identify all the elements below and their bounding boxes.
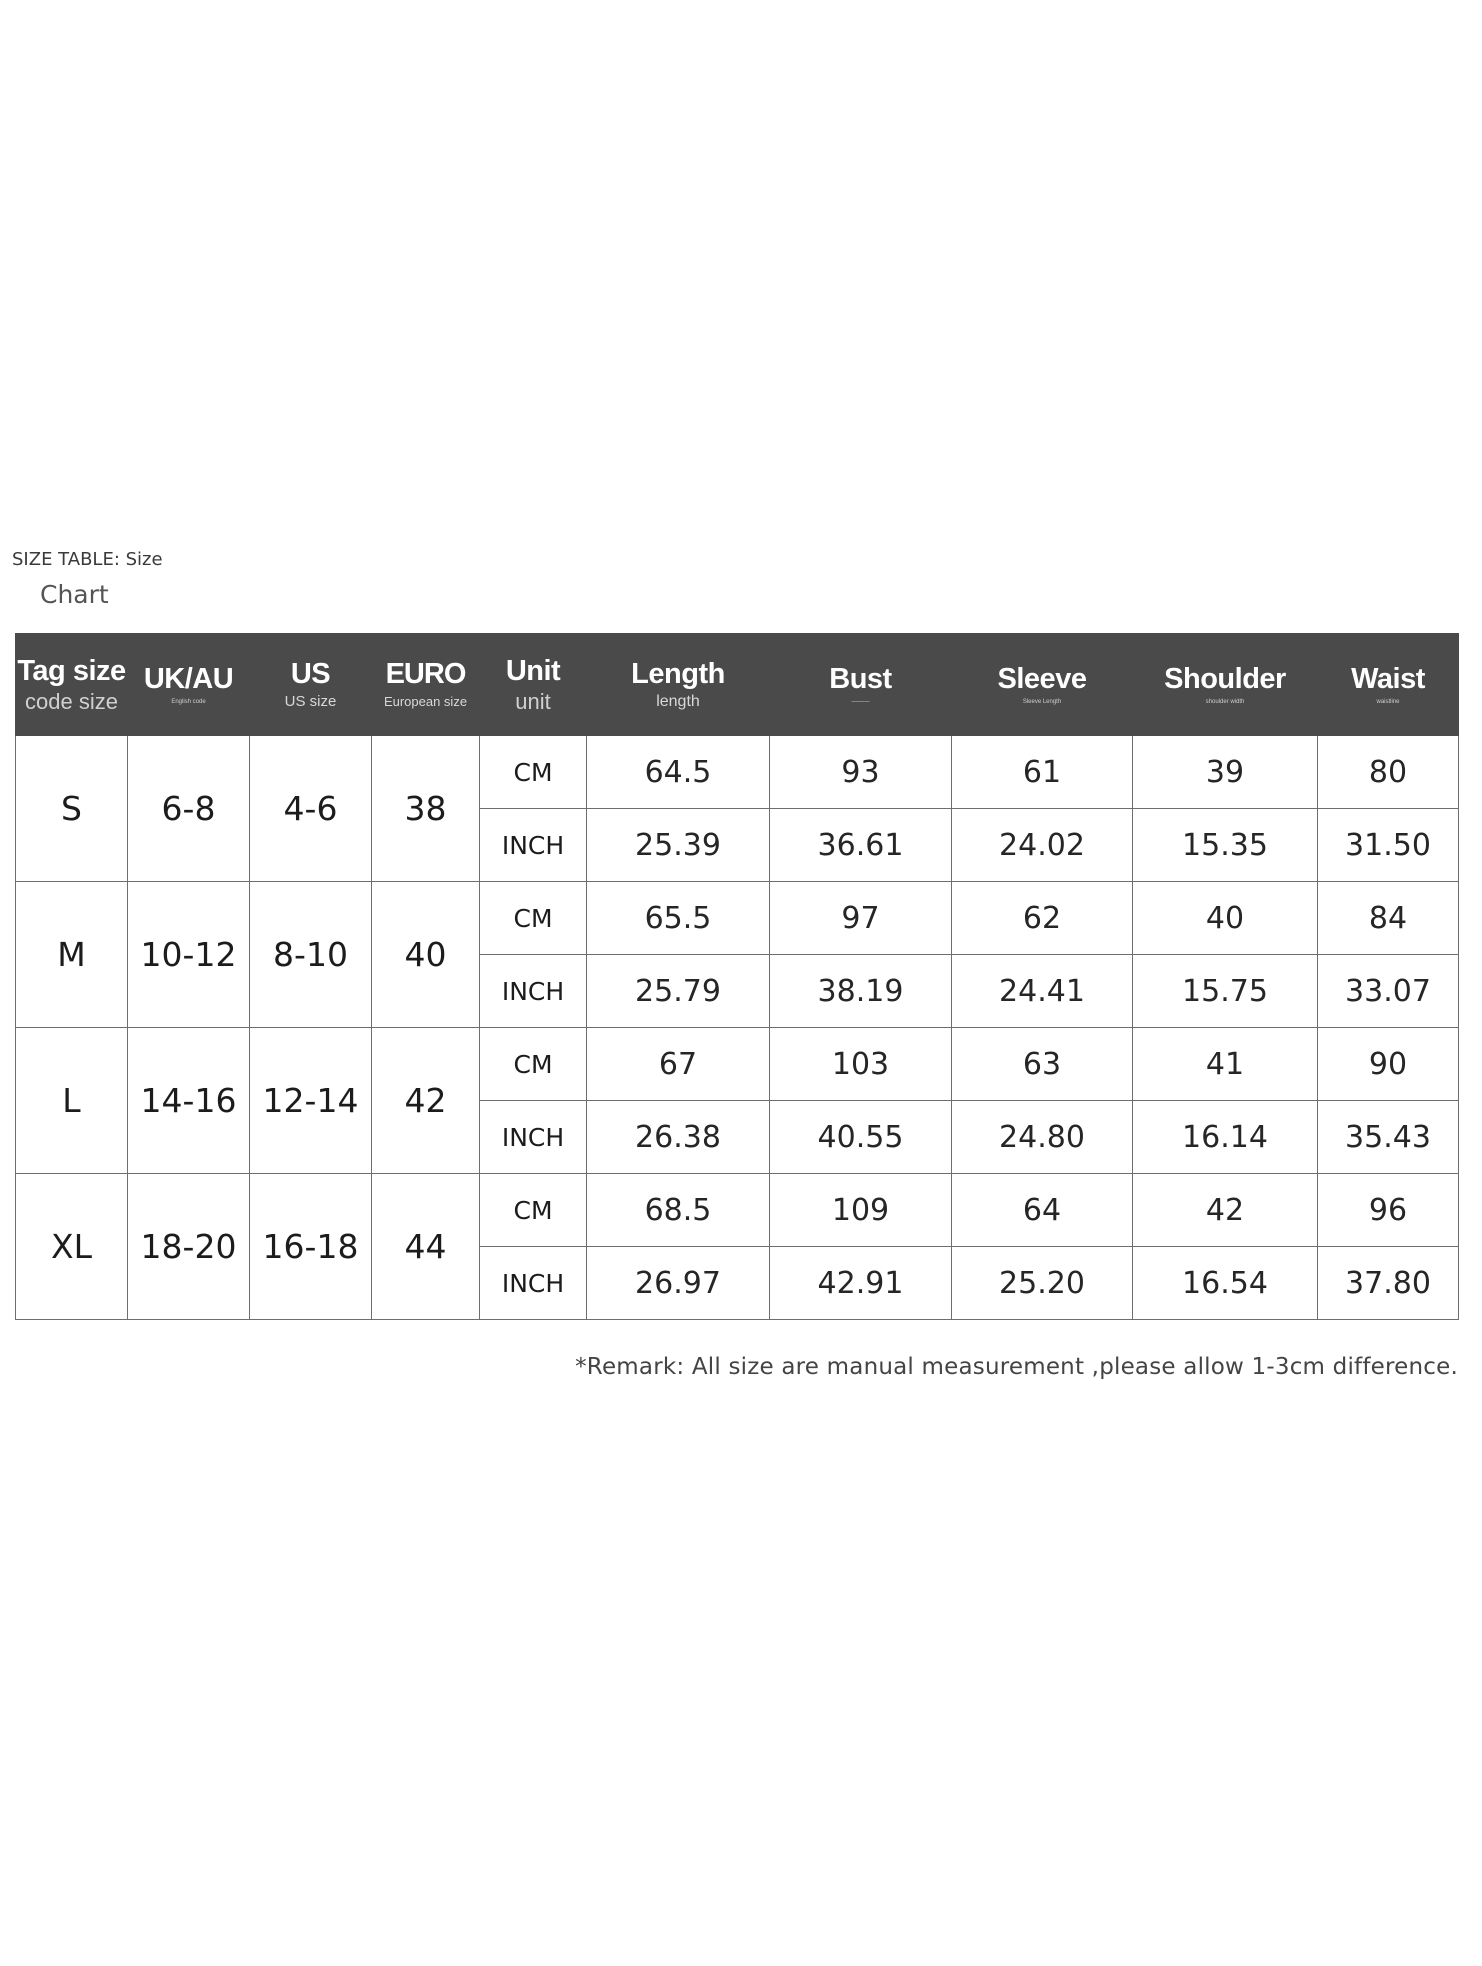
header-unit [480,634,587,736]
header-shoulder-sub: shoulder width [1205,698,1245,705]
sleeve-cell: 24.80 [952,1101,1133,1174]
caption-title: SIZE TABLE: Size [12,549,163,570]
bust-cell: 93 [770,736,952,809]
waist-cell: 90 [1318,1028,1459,1101]
bust-cell: 109 [770,1174,952,1247]
header-uk-au-label: UK/AU [143,662,234,695]
euro-cell: 38 [372,736,480,882]
header-us [250,634,372,736]
header-bust-label: Bust [829,662,892,695]
length-cell: 68.5 [587,1174,770,1247]
header-length-sub: length [656,692,700,710]
waist-cell: 84 [1318,882,1459,955]
sleeve-cell: 24.02 [952,809,1133,882]
bust-cell: 42.91 [770,1247,952,1320]
shoulder-cell: 16.14 [1133,1101,1318,1174]
shoulder-cell: 39 [1133,736,1318,809]
header-row [16,634,1459,736]
header-waist-sub: waistline [1376,698,1400,705]
euro-cell: 40 [372,882,480,1028]
shoulder-cell: 41 [1133,1028,1318,1101]
bust-cell: 38.19 [770,955,952,1028]
header-euro [372,634,480,736]
header-unit-label: Unit [505,654,561,687]
bust-cell: 36.61 [770,809,952,882]
unit-cell: INCH [480,1101,587,1174]
euro-cell: 44 [372,1174,480,1320]
shoulder-cell: 40 [1133,882,1318,955]
length-cell: 64.5 [587,736,770,809]
tag-size-cell: S [16,736,128,882]
length-cell: 26.97 [587,1247,770,1320]
waist-cell: 37.80 [1318,1247,1459,1320]
sleeve-cell: 25.20 [952,1247,1133,1320]
remark-note: *Remark: All size are manual measurement ,please allow 1-3cm difference. [575,1354,1458,1380]
uk-au-cell: 14-16 [128,1028,250,1174]
header-waist [1318,634,1459,736]
shoulder-cell: 42 [1133,1174,1318,1247]
tag-size-cell: XL [16,1174,128,1320]
length-cell: 65.5 [587,882,770,955]
header-euro-sub: European size [383,693,468,709]
unit-cell: CM [480,1174,587,1247]
table-row [16,1028,1459,1101]
bust-cell: 103 [770,1028,952,1101]
length-cell: 26.38 [587,1101,770,1174]
bust-cell: 40.55 [770,1101,952,1174]
tag-size-cell: M [16,882,128,1028]
header-shoulder [1133,634,1318,736]
sleeve-cell: 63 [952,1028,1133,1101]
shoulder-cell: 15.75 [1133,955,1318,1028]
header-bust [770,634,952,736]
waist-cell: 35.43 [1318,1101,1459,1174]
sleeve-cell: 61 [952,736,1133,809]
waist-cell: 96 [1318,1174,1459,1247]
length-cell: 25.39 [587,809,770,882]
waist-cell: 33.07 [1318,955,1459,1028]
us-cell: 12-14 [250,1028,372,1174]
tag-size-cell: L [16,1028,128,1174]
unit-cell: CM [480,882,587,955]
size-table [15,633,1459,1320]
header-tag-size-sub: code size [25,688,118,714]
unit-cell: CM [480,1028,587,1101]
header-shoulder-label: Shoulder [1164,662,1286,695]
us-cell: 4-6 [250,736,372,882]
header-uk-au [128,634,250,736]
header-bust-sub: ——— [851,698,870,705]
length-cell: 25.79 [587,955,770,1028]
sleeve-cell: 62 [952,882,1133,955]
header-tag-size [16,634,128,736]
header-waist-label: Waist [1351,662,1425,695]
bust-cell: 97 [770,882,952,955]
header-us-label: US [290,657,331,690]
header-length-label: Length [631,657,725,690]
header-us-sub: US size [284,692,337,710]
uk-au-cell: 6-8 [128,736,250,882]
shoulder-cell: 15.35 [1133,809,1318,882]
us-cell: 16-18 [250,1174,372,1320]
header-length [587,634,770,736]
euro-cell: 42 [372,1028,480,1174]
header-euro-label: EURO [385,657,466,690]
header-sleeve-label: Sleeve [997,662,1087,695]
uk-au-cell: 18-20 [128,1174,250,1320]
header-sleeve-sub: Sleeve Length [1022,698,1062,705]
sleeve-cell: 64 [952,1174,1133,1247]
header-uk-au-sub: English code [171,698,206,705]
waist-cell: 80 [1318,736,1459,809]
uk-au-cell: 10-12 [128,882,250,1028]
table-caption [12,548,212,612]
unit-cell: INCH [480,1247,587,1320]
length-cell: 67 [587,1028,770,1101]
unit-cell: CM [480,736,587,809]
header-sleeve [952,634,1133,736]
waist-cell: 31.50 [1318,809,1459,882]
table-row [16,882,1459,955]
unit-cell: INCH [480,955,587,1028]
caption-subtitle: Chart [40,580,109,609]
table-row [16,736,1459,809]
header-unit-sub: unit [515,688,551,714]
table-row [16,1174,1459,1247]
unit-cell: INCH [480,809,587,882]
sleeve-cell: 24.41 [952,955,1133,1028]
us-cell: 8-10 [250,882,372,1028]
shoulder-cell: 16.54 [1133,1247,1318,1320]
header-tag-size-label: Tag size [17,654,126,687]
